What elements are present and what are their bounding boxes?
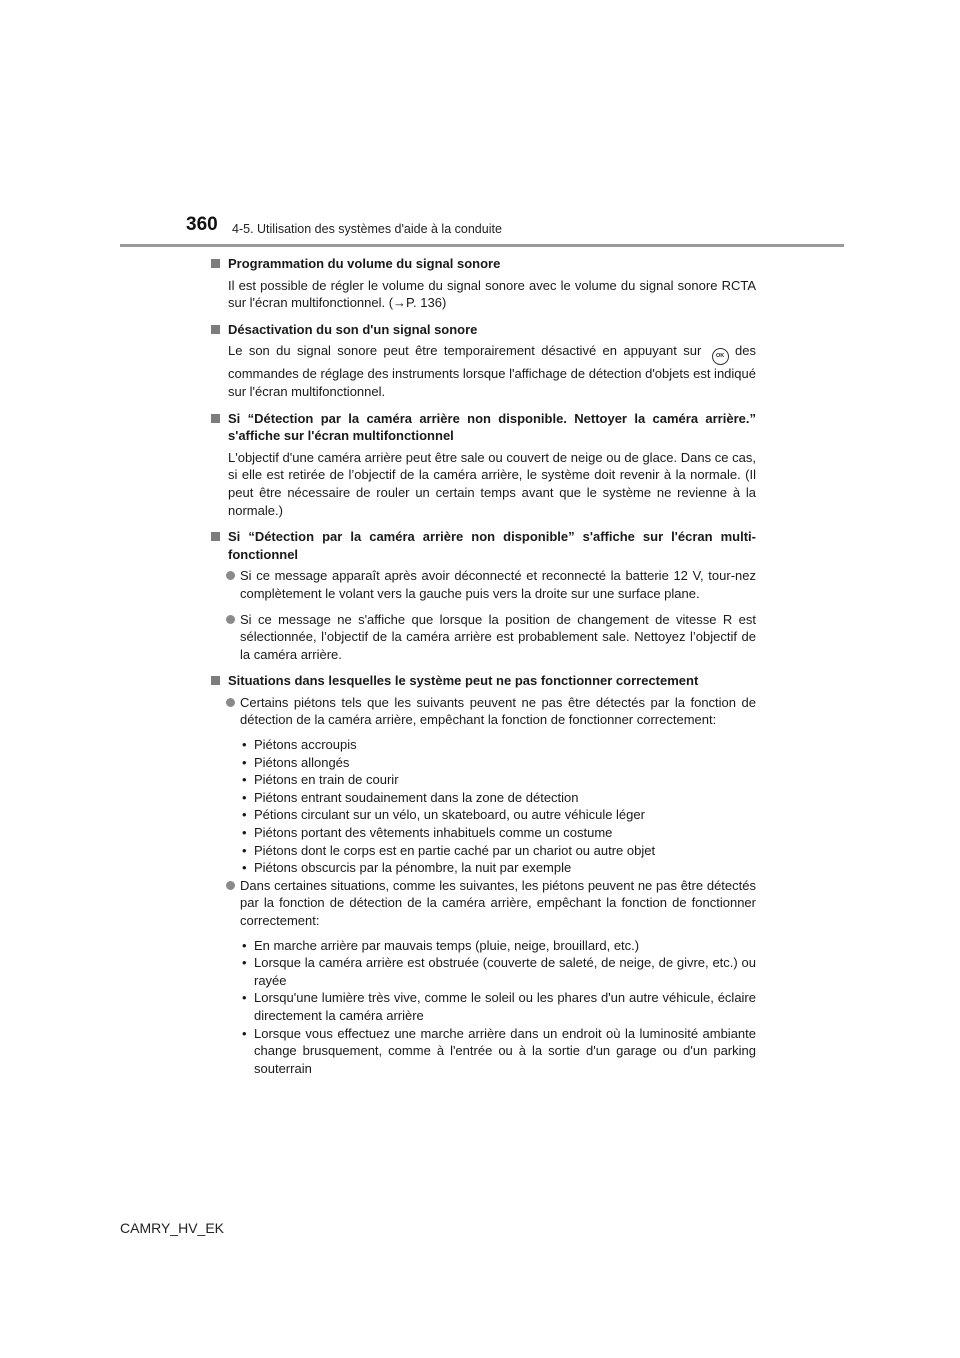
square-bullet-icon [211,325,220,334]
page-content [210,255,756,1086]
square-bullet-icon [211,259,220,268]
section-paragraph: L'objectif d'une caméra arrière peut être sale ou couvert de neige ou de glace. Dans ce cas, si elle est retirée de l’objectif de la caméra arrière, le système doit revenir à la normale. (Il peut être nécessaire de rouler un certain temps avant que le système ne revienne à la normale.) [228,449,756,518]
heading-text: Programmation du volume du signal sonore [228,256,501,271]
sub-list-item: • Piétons portant des vêtements inhabituels comme un costume [242,825,613,841]
list-item-text: Dans certaines situations, comme les suivantes, les piétons peuvent ne pas être détectés par la fonction de détection de la caméra arrière, empêchant la fonction de fonctionner correctement: [240,877,756,928]
circle-bullet-icon [226,571,235,580]
list-item-text: Si ce message apparaît après avoir déconnecté et reconnecté la batterie 12 V, tour-nez complètement le volant vers la gauche puis vers la droite sur une surface plane. [240,568,756,601]
ok-button-icon: OK [712,348,729,365]
sub-list-item: • Piétons entrant soudainement dans la zone de détection [242,789,579,805]
section-heading [210,321,756,339]
heading-text: Situations dans lesquelles le système peut ne pas fonctionner correctement [228,673,699,689]
list-item-text: Si ce message ne s'affiche que lorsque la position de changement de vitesse R est sélectionnée, l’objectif de la caméra arrière est probablement sale. Nettoyez l’objectif de la caméra arrière. [240,611,756,662]
sub-list-item: • Pétions circulant sur un vélo, un skateboard, ou autre véhicule léger [242,807,645,823]
circle-bullet-icon [226,698,235,707]
page-number: 360 [186,214,218,235]
sub-list-item: • Lorsque vous effectuez une marche arrière dans un endroit où la luminosité ambiante change brusquement, comme à l'entrée ou à la sortie d'un garage ou d'un parking souterrain [242,1025,756,1076]
sub-list-item: • Lorsqu'une lumière très vive, comme le soleil ou les phares d'un autre véhicule, éclaire directement la caméra arrière [242,990,756,1023]
paragraph-text-start: Le son du signal sonore peut être temporairement désactivé en appuyant sur [228,343,702,359]
section-sound-deactivation [210,321,756,401]
section-camera-unavailable-message [210,528,756,663]
list-item [210,694,756,729]
heading-text: Si “Détection par la caméra arrière non disponible” s'affiche sur l'écran multi-fonctionnel [228,529,756,562]
section-heading [210,672,756,690]
list-item-text: Certains piétons tels que les suivants peuvent ne pas être détectés par la fonction de détection de la caméra arrière, empêchant la fonction de fonctionner correctement: [240,694,756,728]
sub-list-item: • Piétons allongés [242,754,350,770]
heading-text: Si “Détection par la caméra arrière non disponible. Nettoyer la caméra arrière.” s'affiche sur l'écran multifonctionnel [228,410,756,444]
section-heading [210,255,756,273]
sub-list-item: • Piétons obscurcis par la pénombre, la nuit par exemple [242,860,572,876]
square-bullet-icon [211,414,220,423]
heading-text: Désactivation du son d'un signal sonore [228,321,478,337]
sub-list-item: • Piétons accroupis [242,737,357,753]
header-divider [120,244,844,247]
sub-list-item: • Piétons dont le corps est en partie caché par un chariot ou autre objet [242,842,656,858]
section-malfunction-situations [210,672,756,1077]
sub-list-item: • Lorsque la caméra arrière est obstruée (couverte de saleté, de neige, de givre, etc.) ou rayée [242,955,756,988]
section-volume-programming [210,255,756,312]
model-code: CAMRY_HV_EK [120,1220,225,1236]
section-paragraph: Il est possible de régler le volume du signal sonore avec le volume du signal sonore RCTA sur l'écran multifonctionnel. (→P. 136) [228,277,756,311]
conditions-list [210,937,756,1078]
circle-bullet-icon [226,881,235,890]
circle-bullet-icon [226,615,235,624]
square-bullet-icon [211,676,220,685]
paragraph-text-end: des commandes de réglage des instruments lorsque l'affichage de détection d'objets est indiqué sur l'écran multifonctionnel. [228,343,756,399]
square-bullet-icon [211,532,220,541]
sub-list-item: • Piétons en train de courir [242,772,399,788]
section-heading [210,410,756,445]
section-title: 4-5. Utilisation des systèmes d'aide à la conduite [232,222,502,236]
list-item [210,611,756,664]
pedestrian-list [210,736,756,877]
sub-list-item: • En marche arrière par mauvais temps (pluie, neige, brouillard, etc.) [242,937,640,953]
list-item [210,567,756,602]
section-camera-clean-message [210,410,756,520]
section-paragraph [210,342,756,400]
list-item [210,877,756,930]
section-heading [210,528,756,563]
